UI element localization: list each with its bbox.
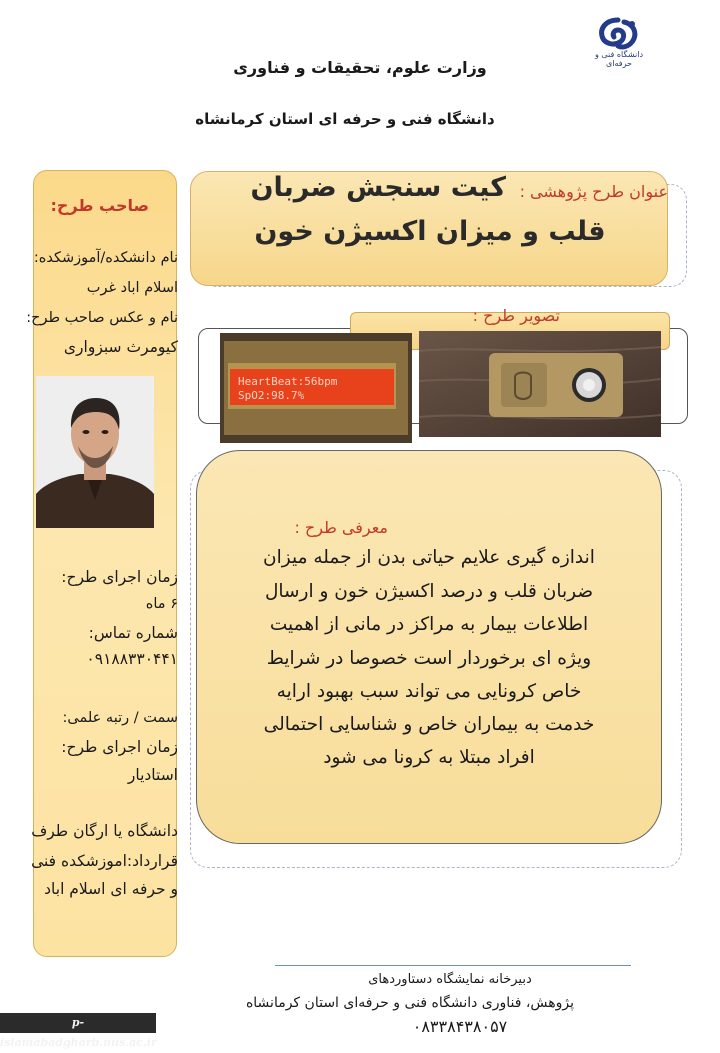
intro-line: اطلاعات بیمار به مراکز در مانی از اهمیت: [269, 614, 589, 635]
lcd-line2: SpO2:98.7%: [238, 389, 305, 402]
footer-divider: [275, 965, 631, 966]
lcd-display-photo: [220, 333, 412, 443]
owner-line: ۶ ماه: [145, 596, 178, 612]
intro-line: ضربان قلب و درصد اکسیژن خون و ارسال: [264, 581, 594, 602]
lcd-line1: HeartBeat:56bpm: [238, 375, 338, 388]
owner-line: نام دانشکده/آموزشکده:: [33, 250, 178, 266]
sensor-kit-photo: [419, 331, 661, 437]
owner-line: شماره تماس:: [88, 624, 178, 642]
owner-line: اسلام اباد غرب: [86, 280, 178, 296]
owner-line: زمان اجرای طرح:: [61, 568, 178, 586]
intro-line: خاص کرونایی می تواند سبب بهبود ارایه: [276, 681, 582, 702]
owner-portrait-icon: [36, 376, 154, 528]
owner-photo: [36, 376, 154, 528]
intro-line: ویژه ای برخوردار است خصوصا در شرایط: [266, 648, 592, 669]
owner-line: دانشگاه یا ارگان طرف: [31, 822, 178, 840]
ministry-heading: وزارت علوم، تحقیقات و فناوری: [233, 58, 487, 77]
owner-line: و حرفه ای اسلام اباد: [44, 880, 178, 898]
image-label: تصویر طرح :: [472, 306, 560, 325]
owner-line: سمت / رتبه علمی:: [62, 710, 178, 726]
intro-line: اندازه گیری علایم حیاتی بدن از جمله میزان: [263, 547, 595, 568]
owner-line: کیومرث سبزواری: [63, 338, 178, 356]
intro-line: خدمت به بیماران خاص و شناسایی احتمالی: [263, 714, 595, 735]
intro-box: [196, 450, 662, 844]
university-heading: دانشگاه فنی و حرفه ای استان کرمانشاه: [195, 110, 495, 128]
project-title-line2: قلب و میزان اکسیژن خون: [254, 216, 606, 247]
owner-title: صاحب طرح:: [50, 196, 149, 215]
footer-line1: دبیرخانه نمایشگاه دستاوردهای: [368, 972, 532, 987]
title-label: عنوان طرح پژوهشی :: [519, 182, 668, 201]
project-title-line1: کیت سنجش ضربان: [250, 172, 506, 203]
owner-line: قرارداد:اموزشکده فنی: [31, 852, 178, 870]
owner-line: زمان اجرای طرح:: [61, 738, 178, 756]
owner-phone: ۰۹۱۸۸۳۳۰۴۴۱: [86, 650, 178, 668]
intro-label: معرفی طرح :: [294, 518, 388, 537]
website-badge[interactable]: p-islamabadgharb.nus.ac.ir: [0, 1013, 156, 1033]
footer-line2: پژوهش، فناوری دانشگاه فنی و حرفه‌ای استان کرمانشاه: [245, 995, 575, 1011]
intro-line: افراد مبتلا به کرونا می شود: [323, 747, 535, 768]
footer-phone: ۰۸۳۳۸۴۳۸۰۵۷: [412, 1017, 508, 1036]
owner-line: استادیار: [127, 766, 178, 784]
owner-line: نام و عکس صاحب طرح:: [26, 310, 178, 326]
logo-text: دانشگاه فنی و حرفه‌ای: [594, 50, 644, 68]
